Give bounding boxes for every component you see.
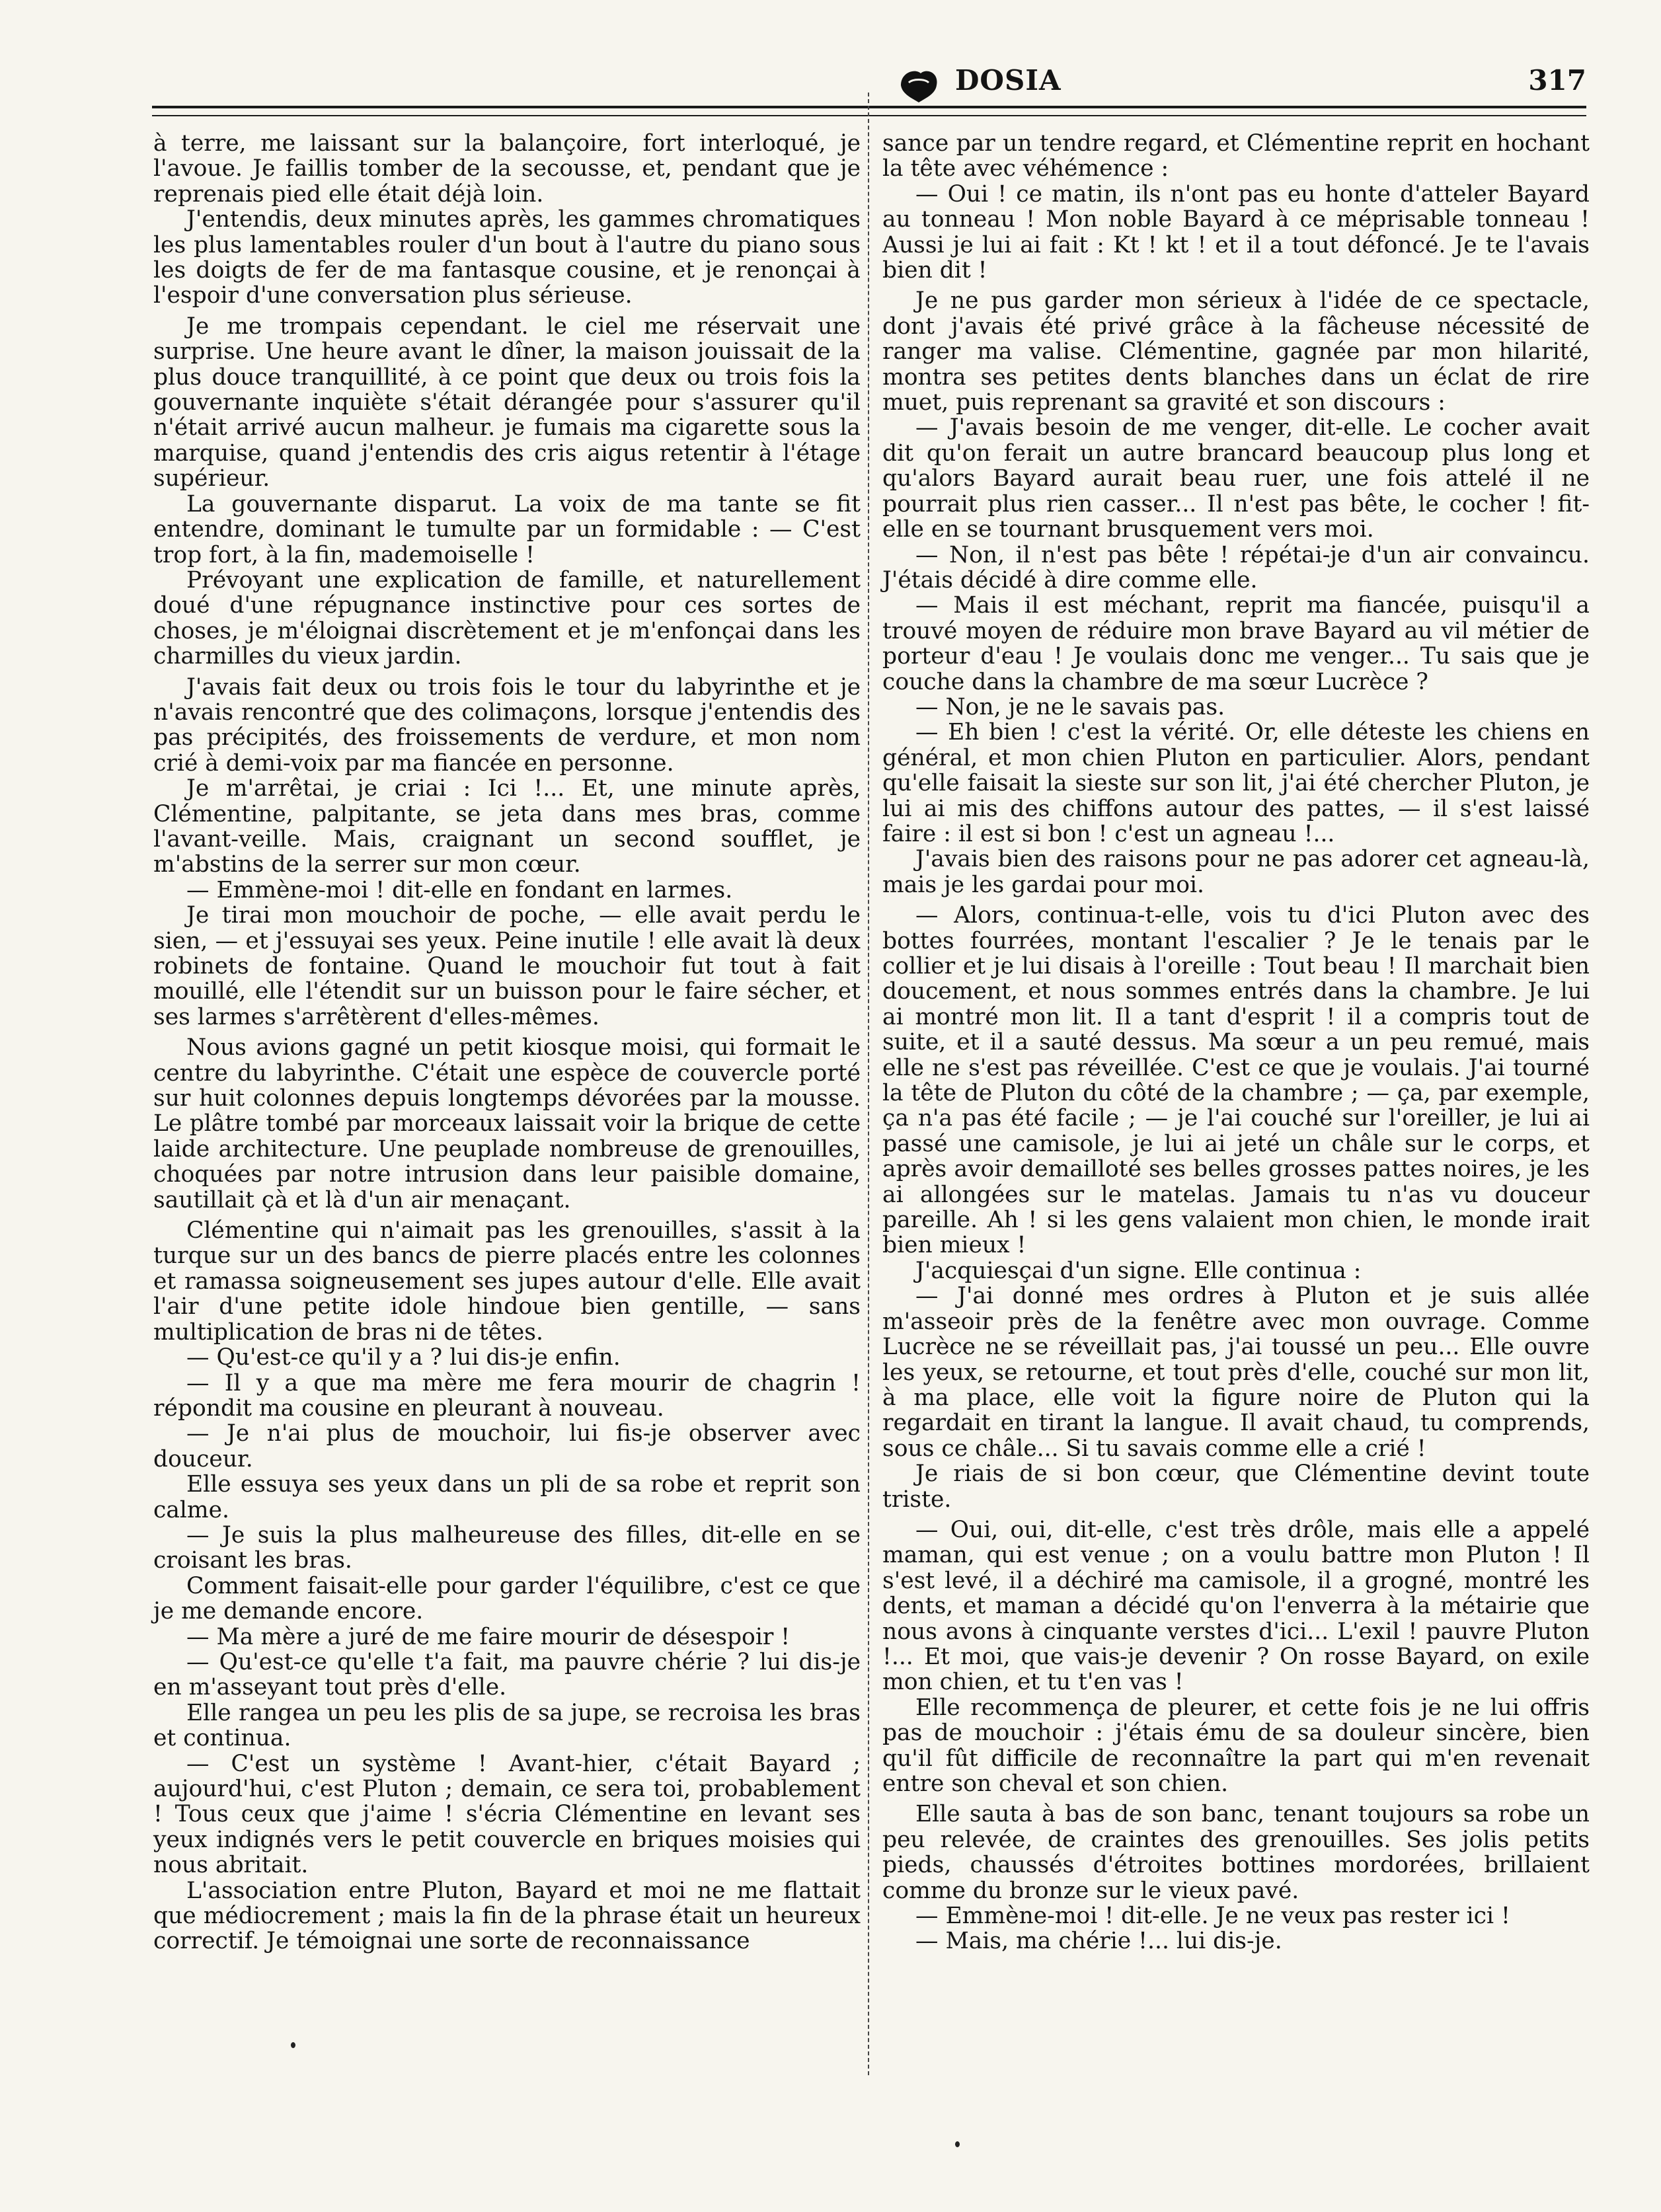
paragraph: J'avais bien des raisons pour ne pas adorer cet agneau-là, mais je les gardai pour moi. xyxy=(882,846,1590,898)
paragraph: Je ne pus garder mon sérieux à l'idée de ce spectacle, dont j'avais été privé grâce à la fâcheuse nécessité de ranger ma valise. Clémentine, gagnée par mon hilarité, montra ses petites dents blanches dans un éclat de rire muet, puis reprenant sa gravité et son discours : xyxy=(882,287,1590,416)
paragraph: — Mais il est méchant, reprit ma fiancée, puisqu'il a trouvé moyen de réduire mon brave Bayard au vil métier de porteur d'eau ! Je voulais donc me venger... Tu sais que je couche dans la chambre de ma sœur Lucrèce ? xyxy=(882,592,1590,695)
ornament-icon xyxy=(896,65,942,105)
paragraph: — Qu'est-ce qu'elle t'a fait, ma pauvre chérie ? lui dis-je en m'asseyant tout près d'elle. xyxy=(153,1648,861,1701)
paragraph: Je riais de si bon cœur, que Clémentine devint toute triste. xyxy=(882,1461,1590,1513)
paragraph: Nous avions gagné un petit kiosque moisi, qui formait le centre du labyrinthe. C'était une espèce de couvercle porté sur huit colonnes depuis longtemps dévorées par la mousse. Le plâtre tombé par morceaux laissait voir la brique de cette laide architecture. Une peuplade nombreuse de grenouilles, choquées par notre intrusion dans leur paisible domaine, sautillait çà et là d'un air menaçant. xyxy=(153,1034,861,1213)
paragraph: Elle rangea un peu les plis de sa jupe, se recroisa les bras et continua. xyxy=(153,1699,861,1752)
paragraph: — Eh bien ! c'est la vérité. Or, elle déteste les chiens en général, et mon chien Pluton en particulier. Alors, pendant qu'elle faisait la sieste sur son lit, j'ai été chercher Pluton, je lui ai mis des chiffons autour des pattes, — il s'est laissé faire : il est si bon ! c'est un agneau !... xyxy=(882,719,1590,847)
ink-speck xyxy=(291,2042,295,2048)
paragraph: — Je n'ai plus de mouchoir, lui fis-je observer avec douceur. xyxy=(153,1420,861,1472)
paragraph: Je tirai mon mouchoir de poche, — elle avait perdu le sien, — et j'essuyai ses yeux. Peine inutile ! elle avait là deux robinets de fontaine. Quand le mouchoir fut tout à fait mouillé, elle l'étendit sur un buisson pour le faire sécher, et ses larmes s'arrêtèrent d'elles-mêmes. xyxy=(153,902,861,1030)
page-number: 317 xyxy=(1528,64,1586,96)
paragraph: — Oui ! ce matin, ils n'ont pas eu honte d'atteler Bayard au tonneau ! Mon noble Bayard à ce méprisable tonneau ! Aussi je lui ai fait : Kt ! kt ! et il a tout défoncé. Je te l'avais bien dit ! xyxy=(882,180,1590,284)
paragraph: — Alors, continua-t-elle, vois tu d'ici Pluton avec des bottes fourrées, montant l'escalier ? Je le tenais par le collier et je lui disais à l'oreille : Tout beau ! Il marchait bien doucement, et nous sommes entrés dans la chambre. Je lui ai montré mon lit. Il a tant d'esprit ! il a compris tout de suite, et il a sauté dessus. Ma sœur a un peu remué, mais elle ne s'est pas réveillée. C'est ce que je voulais. J'ai tourné la tête de Pluton du côté de la chambre ; — ça, par exemple, ça n'a pas été facile ; — je l'ai couché sur l'oreiller, je lui ai passé une camisole, je lui ai jeté un châle sur le corps, et après avoir demailloté ses belles grosses pattes noires, je les ai allongées sur le matelas. Jamais tu n'as vu douceur pareille. Ah ! si les gens valaient mon chien, le monde irait bien mieux ! xyxy=(882,902,1590,1259)
right-column xyxy=(882,131,1590,1954)
paragraph: — J'avais besoin de me venger, dit-elle. Le cocher avait dit qu'on ferait un autre brancard beaucoup plus long et qu'alors Bayard aurait beau ruer, une fois attelé il ne pourrait plus rien casser... Il n'est pas bête, le cocher ! fit-elle en se tournant brusquement vers moi. xyxy=(882,414,1590,543)
left-column xyxy=(153,131,861,1954)
running-title: DOSIA xyxy=(955,64,1062,96)
paragraph: — Ma mère a juré de me faire mourir de désespoir ! xyxy=(186,1623,791,1650)
paragraph: — Oui, oui, dit-elle, c'est très drôle, mais elle a appelé maman, qui est venue ; on a voulu battre mon Pluton ! Il s'est levé, il a déchiré ma camisole, il a grogné, montré les dents, et maman a décidé qu'on l'enverra à la métairie que nous avons à cinquante verstes d'ici... L'exil ! pauvre Pluton !... Et moi, que vais-je devenir ? On rosse Bayard, on exile mon chien, et tu t'en vas ! xyxy=(882,1516,1590,1696)
paragraph: à terre, me laissant sur la balançoire, fort interloqué, je l'avoue. Je faillis tomber de la secousse, et, pendant que je reprenais pied elle était déjà loin. xyxy=(153,130,861,208)
paragraph: Je me trompais cependant. le ciel me réservait une surprise. Une heure avant le dîner, la maison jouissait de la plus douce tranquillité, à ce point que deux ou trois fois la gouvernante inquiète s'était dérangée pour s'assurer qu'il n'était arrivé aucun malheur. je fumais ma cigarette sous la marquise, quand j'entendis des cris aigus retentir à l'étage supérieur. xyxy=(153,313,861,492)
paragraph: J'avais fait deux ou trois fois le tour du labyrinthe et je n'avais rencontré que des colimaçons, lorsque j'entendis des pas précipités, des froissements de verdure, et mon nom crié à demi-voix par ma fiancée en personne. xyxy=(153,673,861,777)
paragraph: J'entendis, deux minutes après, les gammes chromatiques les plus lamentables rouler d'un bout à l'autre du piano sous les doigts de fer de ma fantasque cousine, et je renonçai à l'espoir d'une conversation plus sérieuse. xyxy=(153,206,861,309)
paragraph: Je m'arrêtai, je criai : Ici !... Et, une minute après, Clémentine, palpitante, se jeta dans mes bras, comme l'avant-veille. Mais, craignant un second soufflet, je m'abstins de la serrer sur mon cœur. xyxy=(153,775,861,878)
paragraph: Elle sauta à bas de son banc, tenant toujours sa robe un peu relevée, de craintes des grenouilles. Ses jolis petits pieds, chaussés d'étroites bottines mordorées, brillaient comme du bronze sur le vieux pavé. xyxy=(882,1801,1590,1904)
paragraph: — Il y a que ma mère me fera mourir de chagrin ! répondit ma cousine en pleurant à nouveau. xyxy=(153,1369,861,1422)
paragraph: — Mais, ma chérie !... lui dis-je. xyxy=(915,1928,1282,1955)
paragraph: Comment faisait-elle pour garder l'équilibre, c'est ce que je me demande encore. xyxy=(153,1572,861,1625)
paragraph: — Emmène-moi ! dit-elle. Je ne veux pas rester ici ! xyxy=(915,1903,1510,1930)
paragraph: — Qu'est-ce qu'il y a ? lui dis-je enfin. xyxy=(186,1344,621,1371)
paragraph: J'acquiesçai d'un signe. Elle continua : xyxy=(915,1257,1362,1284)
paragraph: La gouvernante disparut. La voix de ma tante se fit entendre, dominant le tumulte par un formidable : — C'est trop fort, à la fin, mademoiselle ! xyxy=(153,490,861,568)
paragraph: L'association entre Pluton, Bayard et moi ne me flattait que médiocrement ; mais la fin de la phrase était un heureux correctif. Je témoignai une sorte de reconnaissance xyxy=(153,1877,861,1955)
paragraph: — Emmène-moi ! dit-elle en fondant en larmes. xyxy=(186,876,733,903)
paragraph: Elle essuya ses yeux dans un pli de sa robe et reprit son calme. xyxy=(153,1471,861,1523)
column-divider xyxy=(868,93,869,2075)
paragraph: — J'ai donné mes ordres à Pluton et je suis allée m'asseoir près de la fenêtre avec mon ouvrage. Comme Lucrèce ne se réveillait pas, j'ai toussé un peu... Elle ouvre les yeux, se retourne, et tout près d'elle, couché sur mon lit, à ma place, elle voit la figure noire de Pluton qui la regardait en tirant la langue. Il avait chaud, tu comprends, sous ce châle... Si tu savais comme elle a crié ! xyxy=(882,1283,1590,1462)
paragraph: Prévoyant une explication de famille, et naturellement doué d'une répugnance instinctive pour ces sortes de choses, je m'éloignai discrètement et je m'enfonçai dans les charmilles du vieux jardin. xyxy=(153,566,861,670)
paragraph: Elle recommença de pleurer, et cette fois je ne lui offris pas de mouchoir : j'étais ému de sa douleur sincère, bien qu'il fût difficile de reconnaître la part qui m'en revenait entre son cheval et son chien. xyxy=(882,1694,1590,1797)
paragraph: — Je suis la plus malheureuse des filles, dit-elle en se croisant les bras. xyxy=(153,1521,861,1574)
header-rule xyxy=(152,106,1586,116)
paragraph: — C'est un système ! Avant-hier, c'était Bayard ; aujourd'hui, c'est Pluton ; demain, ce sera toi, probablement ! Tous ceux que j'aime ! s'écria Clémentine en levant ses yeux indignés vers le petit couvercle en briques moisies qui nous abritait. xyxy=(153,1750,861,1879)
paragraph: sance par un tendre regard, et Clémentine reprit en hochant la tête avec véhémence : xyxy=(882,130,1590,182)
paragraph: Clémentine qui n'aimait pas les grenouilles, s'assit à la turque sur un des bancs de pierre placés entre les colonnes et ramassa soigneusement ses jupes autour d'elle. Elle avait l'air d'une petite idole hindoue bien gentille, — sans multiplication de bras ni de têtes. xyxy=(153,1217,861,1346)
ink-speck xyxy=(955,2141,960,2147)
paragraph: — Non, je ne le savais pas. xyxy=(915,693,1225,720)
paragraph: — Non, il n'est pas bête ! répétai-je d'un air convaincu. J'étais décidé à dire comme elle. xyxy=(882,541,1590,593)
